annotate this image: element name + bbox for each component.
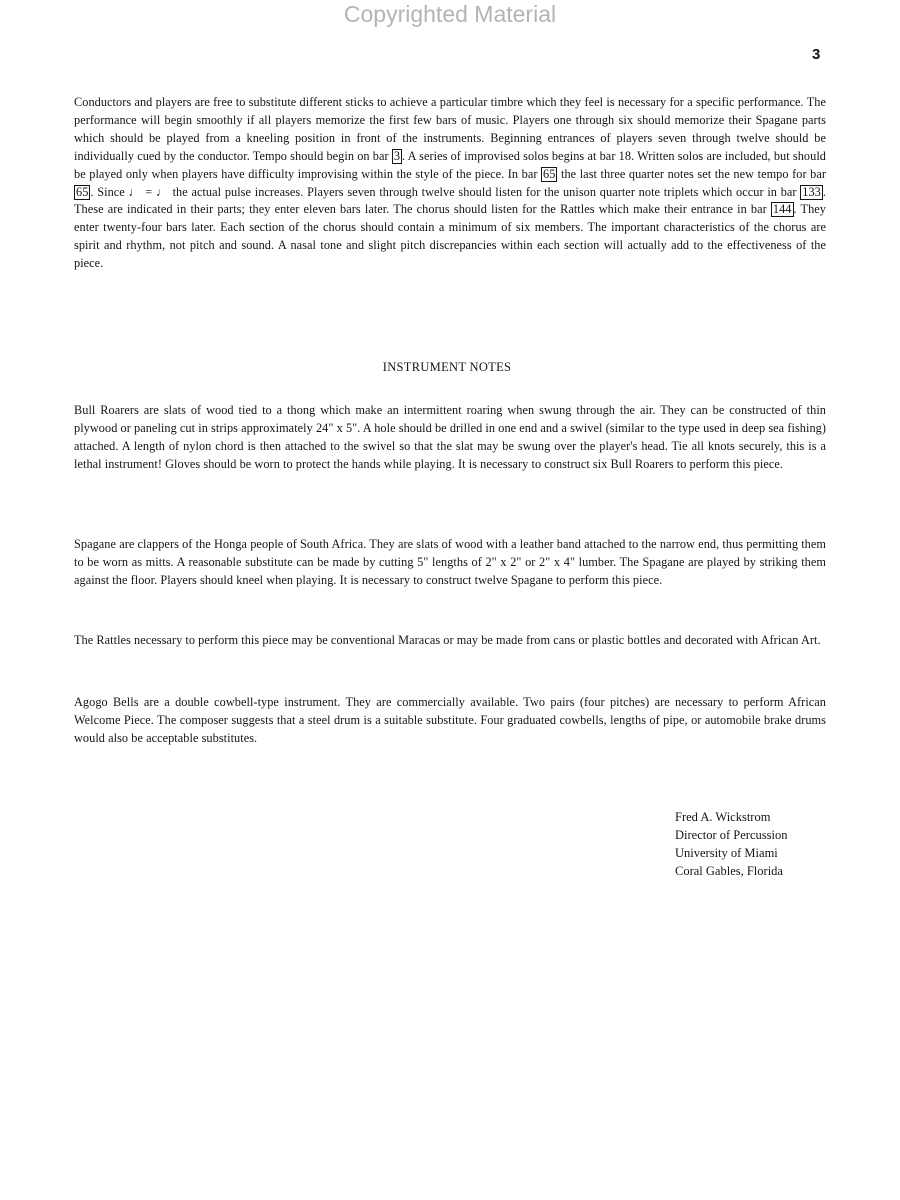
signature-title: Director of Percussion: [675, 828, 788, 842]
signature-institution: University of Miami: [675, 846, 778, 860]
signature-name: Fred A. Wickstrom: [675, 810, 771, 824]
performance-notes-paragraph: [74, 94, 826, 273]
rattles-paragraph: The Rattles necessary to perform this piece may be conventional Maracas or may be made from cans or plastic bottles and decorated with African Art.: [74, 633, 821, 647]
agogo-bells-paragraph: Agogo Bells are a double cowbell-type instrument. They are commercially available. Two pairs (four pitches) are necessary to perform African Welcome Piece. The composer suggests that a steel drum is a suitable substitute. Four graduated cowbells, lengths of pipe, or automobile brake drums would also be acceptable substitutes.: [74, 695, 826, 745]
bar-number-box: 65: [543, 166, 556, 181]
bar-number-box: 144: [772, 202, 792, 217]
notes-text-4: . Since: [90, 184, 125, 199]
spagane-paragraph: Spagane are clappers of the Honga people of South Africa. They are slats of wood with a leather band attached to the narrow end, thus permitting them to be worn as mitts. A reasonable substitute can be made by cutting 5" lengths of 2" x 2" or 2" x 4" lumber. The Spagane are played by striking them against the floor. Players should kneel when playing. It is necessary to construct twelve Spagane to perform this piece.: [74, 537, 826, 587]
bull-roarers-paragraph: Bull Roarers are slats of wood tied to a thong which make an intermittent roaring when swung through the air. They can be constructed of thin plywood or paneling cut in strips approximately 24" x 5". A hole should be drilled in one end and a swivel (similar to the type used in deep sea fishing) attached. A length of nylon chord is then attached to the swivel so that the slat may be swung over the player's head. Tie all knots securely, this is a lethal instrument! Gloves should be worn to protect the hands while playing. It is necessary to construct six Bull Roarers to perform this piece.: [74, 403, 826, 471]
signature-block: [675, 808, 787, 880]
instrument-notes-heading: INSTRUMENT NOTES: [382, 360, 512, 374]
tempo-equation: ♩ = ♩: [128, 184, 169, 199]
copyright-watermark: Copyrighted Material: [343, 1, 557, 27]
notes-text-5: the actual pulse increases. Players seven through twelve should listen for the unison quarter note triplets which occur in bar: [172, 184, 797, 199]
bar-number-box: 3: [393, 148, 401, 163]
signature-location: Coral Gables, Florida: [675, 864, 783, 878]
notes-text-6: . These are indicated in their parts; they enter eleven bars later. The chorus should listen for the Rattles which make their entrance in bar: [74, 184, 827, 217]
notes-text-1: Conductors and players are free to substitute different sticks to achieve a particular timbre which they feel is necessary for a specific performance. The performance will begin smoothly if all players memorize the first few bars of music. Players one through six should memorize their Spagane parts which should be played from a kneeling position in front of the instruments. Beginning entrances of players seven through twelve should be individually cued by the conductor. Tempo should begin on bar: [74, 95, 826, 163]
notes-text-3: the last three quarter notes set the new tempo for bar: [561, 166, 827, 181]
bar-number-box: 133: [802, 184, 821, 199]
bar-number-box: 65: [76, 184, 89, 199]
notes-text-7: . They enter twenty-four bars later. Each section of the chorus should contain a minimum of six members. The important characteristics of the chorus are spirit and rhythm, not pitch and sound. A nasal tone and slight pitch discrepancies within each section will actually add to the effectiveness of the piece.: [74, 202, 827, 271]
page-number: 3: [812, 46, 821, 63]
notes-text-2: . A series of improvised solos begins at bar 18. Written solos are included, but should be played only when players have difficulty improvising within the style of the piece. In bar: [74, 148, 826, 181]
